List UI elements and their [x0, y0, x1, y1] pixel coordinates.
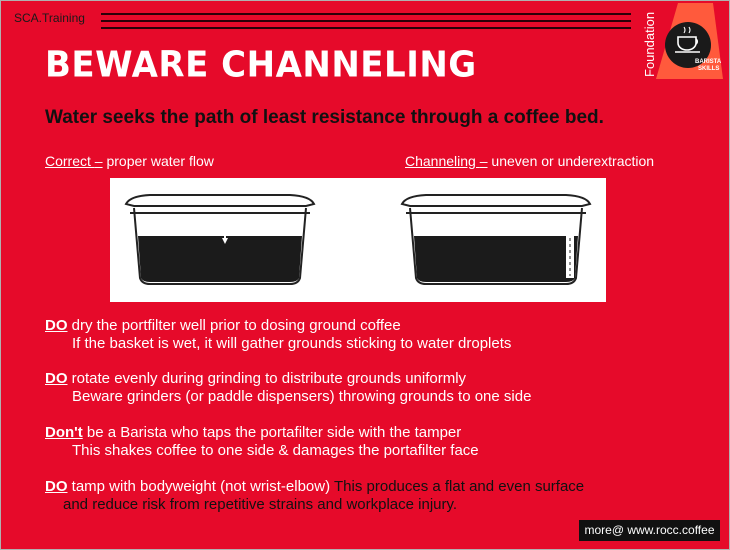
logo-text-1: BARISTA: [695, 59, 722, 65]
tip-keyword: DO: [45, 478, 68, 495]
logo-text-2: SKILLS: [698, 66, 720, 72]
brand-label: SCA.Training: [14, 11, 85, 25]
caption-correct-dash: –: [94, 153, 103, 169]
caption-correct: [45, 153, 214, 169]
tip-rotate-grinding: [45, 370, 531, 406]
tip-main-text: dry the portfilter well prior to dosing ground coffee: [67, 317, 401, 334]
caption-channeling-text: uneven or underextraction: [487, 153, 655, 169]
tip-dry-portafilter: [45, 317, 511, 353]
tip-main-text: be a Barista who taps the portafilter side with the tamper: [82, 424, 462, 441]
tip-detail: If the basket is wet, it will gather grounds sticking to water droplets: [72, 335, 512, 352]
foundation-label: Foundation: [642, 11, 657, 77]
header-rule-3: [101, 27, 631, 29]
tip-detail: and reduce risk from repetitive strains and workplace injury.: [63, 496, 458, 513]
correct-basket-illustration: [126, 195, 314, 284]
tip-detail: This shakes coffee to one side & damages the portafilter face: [72, 442, 479, 459]
caption-channeling: [405, 153, 654, 169]
subtitle: Water seeks the path of least resistance through a coffee bed.: [45, 107, 604, 128]
header-rule-1: [101, 13, 631, 15]
footer-link[interactable]: more@ www.rocc.coffee: [579, 520, 720, 541]
tip-keyword: DO: [45, 370, 68, 387]
header-rule-2: [101, 20, 631, 22]
tip-keyword: Don't: [45, 424, 83, 441]
caption-channeling-dash: –: [479, 153, 488, 169]
caption-channeling-label: Channeling: [405, 153, 480, 169]
caption-correct-label: Correct: [45, 153, 95, 169]
tip-tail-text: This produces a flat and even surface: [330, 478, 585, 495]
tip-tamp-bodyweight: [45, 478, 584, 514]
tip-dont-tap: [45, 424, 479, 460]
tip-main-text: rotate evenly during grinding to distribute grounds uniformly: [67, 370, 467, 387]
tip-detail: Beware grinders (or paddle dispensers) throwing grounds to one side: [72, 388, 532, 405]
channeling-basket-illustration: [402, 195, 590, 284]
tip-main-text: tamp with bodyweight (not wrist-elbow): [67, 478, 331, 495]
page-title: BEWARE CHANNELING: [45, 44, 477, 86]
caption-correct-text: proper water flow: [102, 153, 214, 169]
basket-diagram: [110, 178, 606, 302]
tip-keyword: DO: [45, 317, 68, 334]
